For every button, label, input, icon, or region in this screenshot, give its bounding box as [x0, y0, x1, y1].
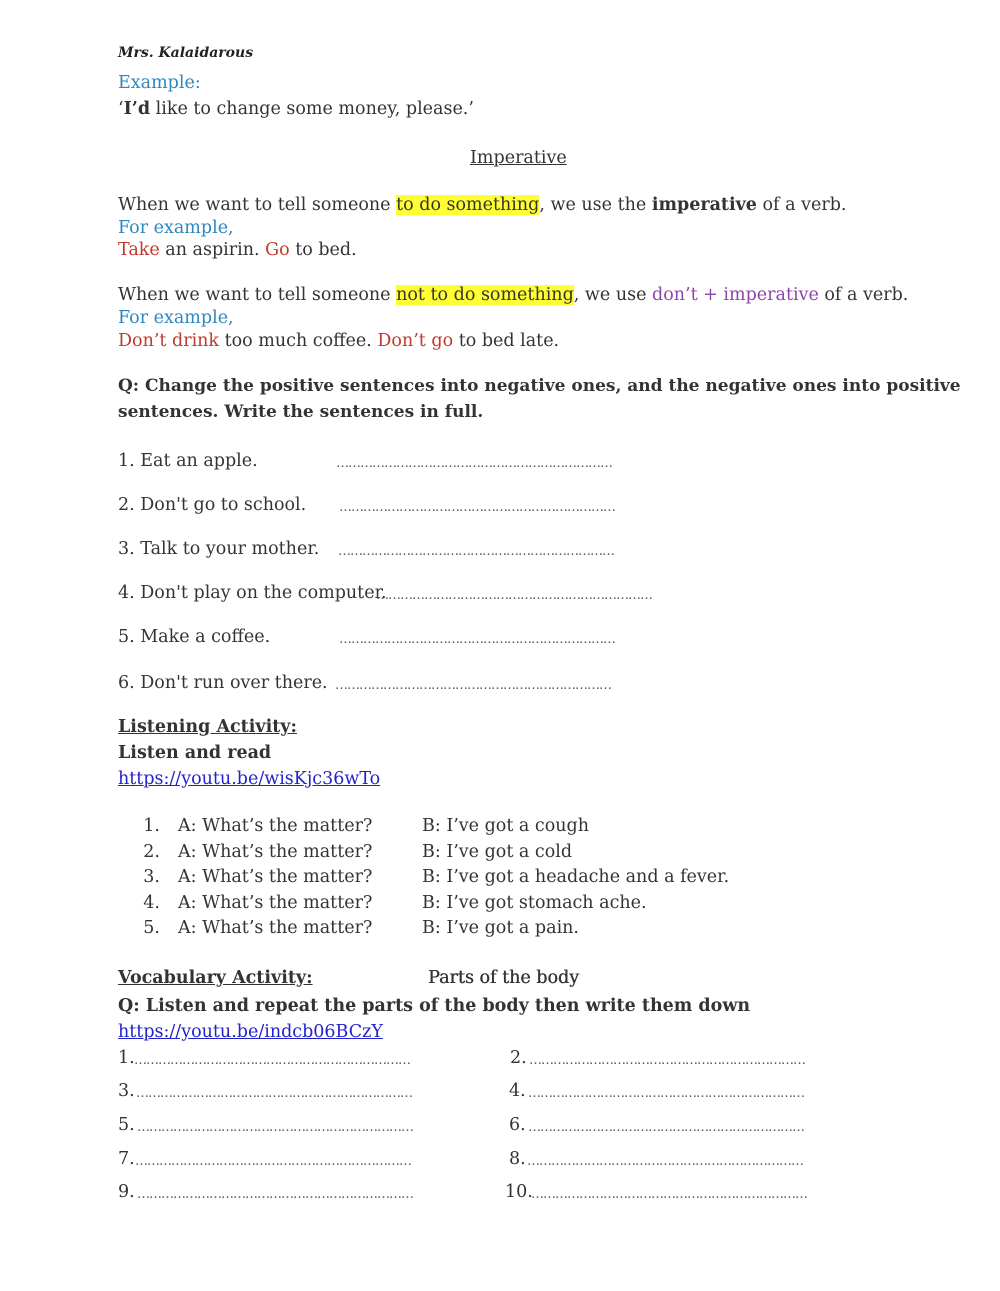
q1-answer-blank[interactable]: ……………………………………………………………	[376, 588, 652, 603]
q1-item-text: 4. Don't play on the computer.	[118, 583, 387, 603]
question1-line2: sentences. Write the sentences in full.	[118, 402, 484, 422]
example-sentence-positive: Take an aspirin. Go to bed.	[118, 240, 357, 260]
listening-video-link[interactable]: https://youtu.be/wisKjc36wTo	[118, 769, 381, 789]
vocab-answer-blank[interactable]: ……………………………………………………………	[134, 1053, 410, 1068]
vocab-blank-number: 1.	[118, 1048, 135, 1068]
vocabulary-topic: Parts of the body	[428, 968, 579, 988]
vocab-blank-number: 4.	[509, 1081, 526, 1101]
q1-answer-blank[interactable]: ……………………………………………………………	[338, 544, 614, 559]
vocab-blank-number: 8.	[509, 1149, 526, 1169]
vocab-answer-blank[interactable]: ……………………………………………………………	[136, 1086, 412, 1101]
q1-item-text: 2. Don't go to school.	[118, 495, 307, 515]
vocab-answer-blank[interactable]: ……………………………………………………………	[135, 1154, 411, 1169]
vocab-answer-blank[interactable]: ……………………………………………………………	[528, 1120, 804, 1135]
for-example-label-1: For example,	[118, 218, 234, 238]
vocab-answer-blank[interactable]: ……………………………………………………………	[137, 1120, 413, 1135]
q1-item-text: 3. Talk to your mother.	[118, 539, 320, 559]
example-sentence-negative: Don’t drink too much coffee. Don’t go to bed late.	[118, 331, 560, 351]
imperative-rule-positive: When we want to tell someone to do something, we use the imperative of a verb.	[118, 195, 847, 215]
listening-subtitle: Listen and read	[118, 743, 272, 763]
vocab-blank-number: 10.	[505, 1182, 533, 1202]
q1-item-text: 1. Eat an apple.	[118, 451, 258, 471]
q1-answer-blank[interactable]: ……………………………………………………………	[335, 678, 611, 693]
vocab-blank-number: 2.	[510, 1048, 527, 1068]
vocab-blank-number: 7.	[118, 1149, 135, 1169]
dialogue-row: 5. A: What’s the matter? B: I’ve got a pain.	[143, 918, 579, 938]
vocab-answer-blank[interactable]: ……………………………………………………………	[531, 1187, 807, 1202]
dialogue-row: 1. A: What’s the matter? B: I’ve got a cough	[143, 816, 590, 836]
vocab-answer-blank[interactable]: ……………………………………………………………	[529, 1053, 805, 1068]
q1-answer-blank[interactable]: ……………………………………………………………	[336, 456, 612, 471]
dialogue-row: 2. A: What’s the matter? B: I’ve got a cold	[143, 842, 573, 862]
vocab-blank-number: 3.	[118, 1081, 135, 1101]
for-example-label-2: For example,	[118, 308, 234, 328]
q1-answer-blank[interactable]: ……………………………………………………………	[339, 632, 615, 647]
dialogue-row: 3. A: What’s the matter? B: I’ve got a headache and a fever.	[143, 867, 730, 887]
q1-item-text: 6. Don't run over there.	[118, 673, 328, 693]
vocab-blank-number: 9.	[118, 1182, 135, 1202]
imperative-title: Imperative	[470, 148, 567, 168]
vocab-answer-blank[interactable]: ……………………………………………………………	[527, 1154, 803, 1169]
vocab-blank-number: 6.	[509, 1115, 526, 1135]
q1-answer-blank[interactable]: ……………………………………………………………	[339, 500, 615, 515]
vocab-answer-blank[interactable]: ……………………………………………………………	[528, 1086, 804, 1101]
vocabulary-video-link[interactable]: https://youtu.be/indcb06BCzY	[118, 1022, 383, 1042]
example-label: Example:	[118, 73, 201, 93]
vocab-blank-number: 5.	[118, 1115, 135, 1135]
vocab-answer-blank[interactable]: ……………………………………………………………	[137, 1187, 413, 1202]
listening-title: Listening Activity:	[118, 717, 297, 737]
imperative-rule-negative: When we want to tell someone not to do something, we use don’t + imperative of a verb.	[118, 285, 909, 305]
vocabulary-title: Vocabulary Activity:	[118, 968, 313, 988]
question1-line1: Q: Change the positive sentences into negative ones, and the negative ones into positive	[118, 376, 961, 396]
example-quote: ‘I’d like to change some money, please.’	[118, 99, 474, 119]
vocabulary-question: Q: Listen and repeat the parts of the body then write them down	[118, 996, 751, 1016]
dialogue-row: 4. A: What’s the matter? B: I’ve got stomach ache.	[143, 893, 647, 913]
author-name: Mrs. Kalaidarous	[118, 45, 254, 61]
q1-item-text: 5. Make a coffee.	[118, 627, 271, 647]
